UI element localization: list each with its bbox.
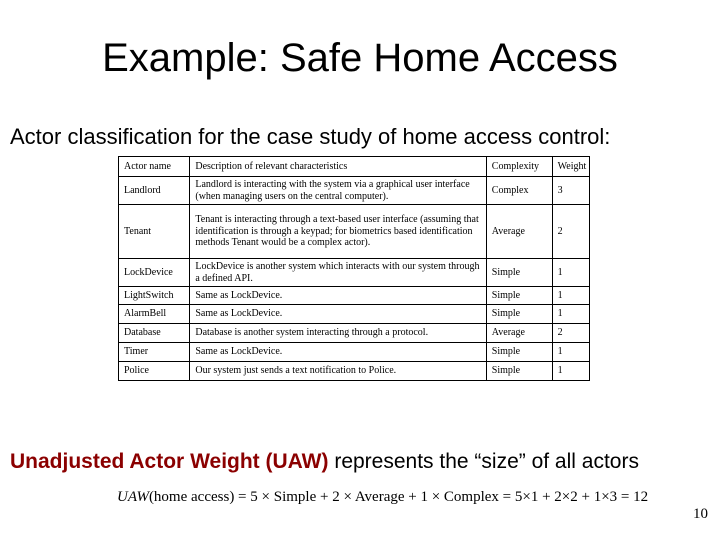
complexity-cell: Simple: [486, 305, 552, 324]
complexity-cell: Simple: [486, 343, 552, 362]
description-cell: Same as LockDevice.: [190, 287, 486, 305]
actor-name-cell: Police: [119, 362, 190, 381]
column-header-weight: Weight: [552, 157, 589, 177]
weight-cell: 1: [552, 259, 589, 287]
actor-name-cell: LockDevice: [119, 259, 190, 287]
actor-name-cell: Landlord: [119, 177, 190, 205]
description-cell: LockDevice is another system which interacts with our system through a defined API.: [190, 259, 486, 287]
table-header-row: [119, 157, 590, 177]
slide-title: Example: Safe Home Access: [102, 36, 618, 80]
weight-cell: 2: [552, 324, 589, 343]
description-cell: Tenant is interacting through a text-based user interface (assuming that identification is through a keypad; for biometrics based identification methods Tenant would be a complex actor).: [190, 205, 486, 259]
uaw-formula-variable: UAW: [117, 489, 149, 505]
table-row: [119, 205, 590, 259]
description-cell: Database is another system interacting through a protocol.: [190, 324, 486, 343]
weight-cell: 1: [552, 362, 589, 381]
actor-name-cell: Tenant: [119, 205, 190, 259]
actor-name-cell: LightSwitch: [119, 287, 190, 305]
weight-cell: 1: [552, 305, 589, 324]
table-row: [119, 343, 590, 362]
table-row: [119, 305, 590, 324]
actor-name-cell: Timer: [119, 343, 190, 362]
uaw-formula: [117, 489, 648, 506]
table-row: [119, 287, 590, 305]
uaw-definition: represents the “size” of all actors: [328, 450, 639, 473]
uaw-explanation: [10, 450, 720, 474]
complexity-cell: Simple: [486, 287, 552, 305]
complexity-cell: Average: [486, 205, 552, 259]
complexity-cell: Simple: [486, 259, 552, 287]
actor-name-cell: Database: [119, 324, 190, 343]
table-row: [119, 324, 590, 343]
column-header-actor-name: Actor name: [119, 157, 190, 177]
page-number: 10: [693, 506, 708, 522]
description-cell: Our system just sends a text notification to Police.: [190, 362, 486, 381]
uaw-formula-expression: (home access) = 5 × Simple + 2 × Average + 1 × Complex = 5×1 + 2×2 + 1×3 = 12: [148, 489, 649, 505]
weight-cell: 1: [552, 343, 589, 362]
weight-cell: 2: [552, 205, 589, 259]
complexity-cell: Complex: [486, 177, 552, 205]
table-row: [119, 259, 590, 287]
description-cell: Same as LockDevice.: [190, 343, 486, 362]
weight-cell: 1: [552, 287, 589, 305]
weight-cell: 3: [552, 177, 589, 205]
table-row: [119, 177, 590, 205]
complexity-cell: Average: [486, 324, 552, 343]
column-header-description: Description of relevant characteristics: [190, 157, 486, 177]
description-cell: Same as LockDevice.: [190, 305, 486, 324]
actor-name-cell: AlarmBell: [119, 305, 190, 324]
complexity-cell: Simple: [486, 362, 552, 381]
uaw-term: Unadjusted Actor Weight (UAW): [10, 450, 329, 473]
table-row: [119, 362, 590, 381]
slide-subtitle: Actor classification for the case study of home access control:: [10, 124, 611, 149]
actor-classification-table: [118, 156, 590, 381]
column-header-complexity: Complexity: [486, 157, 552, 177]
description-cell: Landlord is interacting with the system via a graphical user interface (when managing users on the central computer).: [190, 177, 486, 205]
